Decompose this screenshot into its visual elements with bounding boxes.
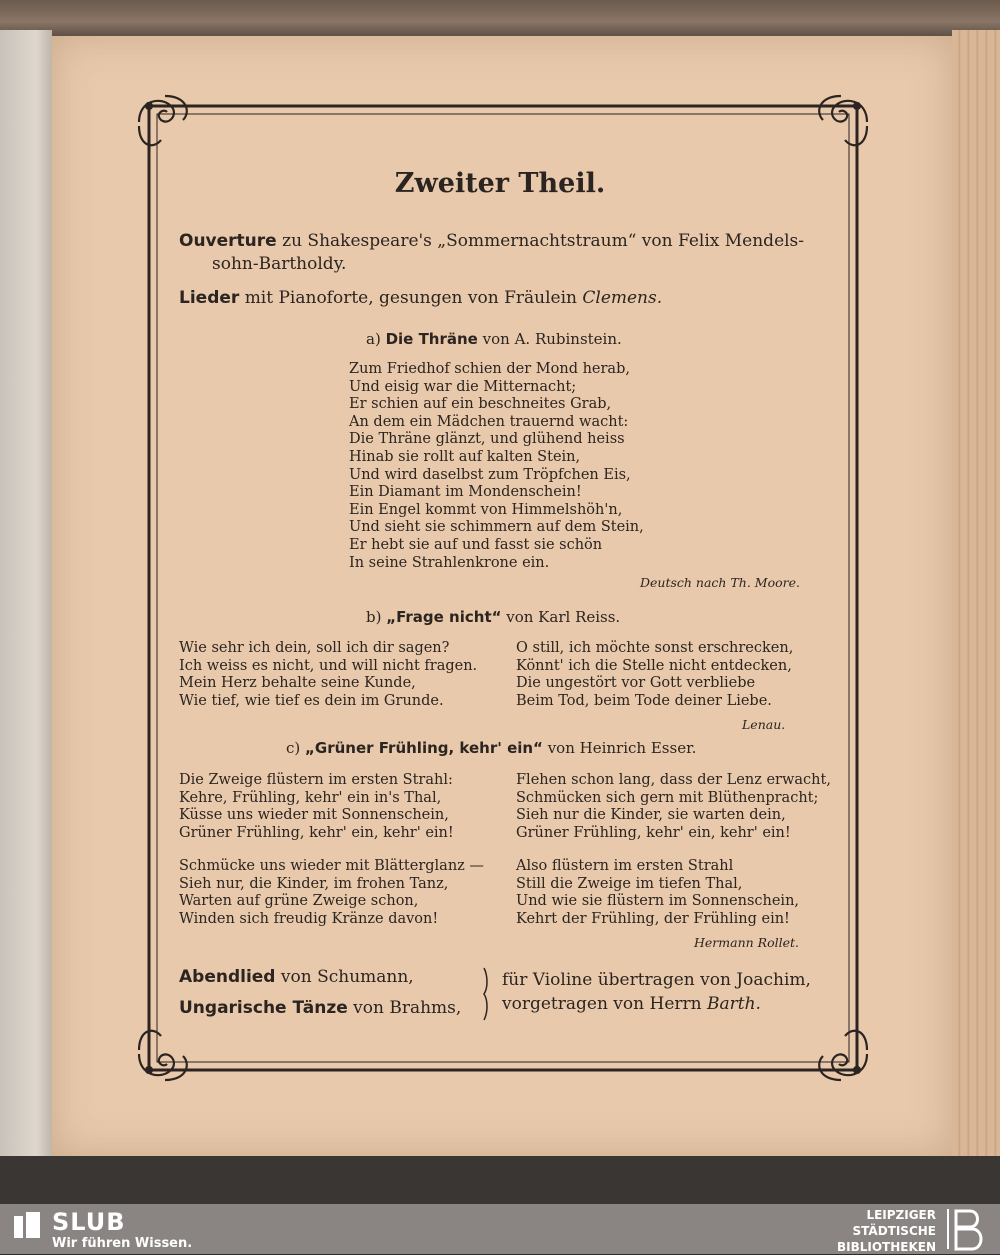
overture-label: Ouverture — [179, 231, 277, 251]
poem-line: Könnt' ich die Stelle nicht entdecken, — [516, 657, 792, 674]
poem-line: Winden sich freudig Kränze davon! — [179, 910, 439, 927]
song-a-title: Die Thräne — [385, 330, 478, 348]
lieder-text: mit Pianoforte, gesungen von Fräulein — [244, 288, 577, 308]
poem-line: Sieh nur, die Kinder, im frohen Tanz, — [179, 875, 449, 892]
poem-line: Grüner Frühling, kehr' ein, kehr' ein! — [179, 824, 454, 841]
song-c-composer: von Heinrich Esser. — [547, 739, 697, 757]
song-b-heading — [366, 608, 620, 626]
lsb-line: STÄDTISCHE — [852, 1224, 936, 1238]
poem-line: Beim Tod, beim Tode deiner Liebe. — [516, 692, 772, 709]
poem-line: Grüner Frühling, kehr' ein, kehr' ein! — [516, 824, 791, 841]
song-b-title: „Frage nicht“ — [386, 608, 502, 626]
abendlied-entry — [179, 967, 414, 987]
poem-line: Kehre, Frühling, kehr' ein in's Thal, — [179, 789, 442, 806]
song-b-letter: b) — [366, 608, 382, 626]
final-right-line-1: für Violine übertragen von Joachim, — [502, 970, 811, 990]
poem-line: An dem ein Mädchen trauernd wacht: — [349, 413, 629, 430]
poem-line: Ich weiss es nicht, und will nicht fragen. — [179, 657, 478, 674]
song-c-right-stanza-2 — [516, 858, 799, 928]
slub-slogan: Wir führen Wissen. — [52, 1236, 193, 1251]
poem-line: O still, ich möchte sonst erschrecken, — [516, 640, 794, 656]
lsb-text — [837, 1207, 936, 1255]
poem-line: In seine Strahlenkrone ein. — [349, 554, 550, 571]
poem-line: Ein Diamant im Mondenschein! — [349, 484, 582, 501]
overture-entry — [179, 231, 804, 251]
song-c-left-stanza-2 — [179, 858, 484, 928]
song-a-letter: a) — [366, 330, 381, 348]
overture-text: zu Shakespeare's „Sommernachtstraum“ von Felix Mendels- — [282, 231, 805, 251]
final-performer: Barth. — [706, 994, 761, 1014]
abendlied-label: Abendlied — [179, 967, 276, 987]
song-c-right-stanza-1 — [516, 772, 831, 842]
lsb-line: BIBLIOTHEKEN — [836, 1240, 936, 1254]
poem-line: Er schien auf ein beschneites Grab, — [349, 396, 612, 413]
song-b-composer: von Karl Reiss. — [506, 608, 621, 626]
poem-line: Und wird daselbst zum Tröpfchen Eis, — [349, 466, 631, 483]
song-c-left-stanza-1 — [179, 772, 454, 842]
poem-line: Und sieht sie schimmern auf dem Stein, — [349, 519, 644, 536]
page-title: Zweiter Theil. — [394, 168, 606, 199]
song-b-credit: Lenau. — [742, 717, 786, 732]
scan-bottom-edge — [0, 1156, 1000, 1204]
book-left-edge — [0, 30, 52, 1160]
poem-line: Die Thräne glänzt, und glühend heiss — [349, 431, 625, 448]
lsb-logo-icon — [946, 1207, 988, 1251]
brace-icon — [480, 966, 494, 1022]
song-c-heading — [286, 739, 696, 757]
slub-name: SLUB — [52, 1208, 126, 1236]
poem-line: Wie sehr ich dein, soll ich dir sagen? — [179, 640, 450, 656]
poem-line: Schmücken sich gern mit Blüthenpracht; — [516, 789, 819, 806]
ungarische-text: von Brahms, — [353, 998, 462, 1018]
lieder-entry — [179, 288, 662, 308]
poem-line: Und wie sie flüstern im Sonnenschein, — [516, 893, 800, 910]
song-a-poem — [349, 361, 644, 572]
song-a-credit: Deutsch nach Th. Moore. — [640, 575, 800, 590]
poem-line: Still die Zweige im tiefen Thal, — [516, 875, 743, 892]
lsb-line: LEIPZIGER — [866, 1208, 936, 1222]
poem-line: Zum Friedhof schien der Mond herab, — [349, 361, 630, 377]
poem-line: Die Zweige flüstern im ersten Strahl: — [179, 772, 453, 788]
poem-line: Kehrt der Frühling, der Frühling ein! — [516, 910, 790, 927]
poem-line: Warten auf grüne Zweige schon, — [179, 893, 419, 910]
poem-line: Also flüstern im ersten Strahl — [516, 858, 734, 874]
book-right-pages — [952, 30, 1000, 1160]
poem-line: Und eisig war die Mitternacht; — [349, 378, 577, 395]
poem-line: Küsse uns wieder mit Sonnenschein, — [179, 807, 449, 824]
poem-line: Die ungestört vor Gott verbliebe — [516, 675, 756, 692]
poem-line: Ein Engel kommt von Himmelshöh'n, — [349, 501, 623, 518]
lieder-singer: Clemens. — [582, 288, 663, 308]
ungarische-entry — [179, 998, 461, 1018]
overture-text-cont: sohn-Bartholdy. — [212, 254, 347, 274]
song-a-composer: von A. Rubinstein. — [482, 330, 622, 348]
abendlied-text: von Schumann, — [280, 967, 414, 987]
song-a-heading — [366, 330, 622, 348]
poem-line: Er hebt sie auf und fasst sie schön — [349, 536, 603, 553]
poem-line: Flehen schon lang, dass der Lenz erwacht, — [516, 772, 831, 788]
ungarische-label: Ungarische Tänze — [179, 998, 348, 1018]
poem-line: Mein Herz behalte seine Kunde, — [179, 675, 416, 692]
slub-logo-icon — [12, 1210, 42, 1240]
final-right-line-2 — [502, 994, 761, 1014]
song-c-credit: Hermann Rollet. — [694, 935, 799, 950]
book-top-edge — [0, 0, 1000, 36]
song-b-left-stanza — [179, 640, 477, 710]
poem-line: Schmücke uns wieder mit Blätterglanz — — [179, 858, 484, 874]
poem-line: Hinab sie rollt auf kalten Stein, — [349, 448, 581, 465]
poem-line: Wie tief, wie tief es dein im Grunde. — [179, 692, 444, 709]
song-c-letter: c) — [286, 739, 301, 757]
final-right-text: vorgetragen von Herrn — [502, 994, 702, 1014]
song-b-right-stanza — [516, 640, 793, 710]
song-c-title: „Grüner Frühling, kehr' ein“ — [305, 739, 543, 757]
corner-ornament-icon — [139, 96, 187, 145]
lieder-label: Lieder — [179, 288, 240, 308]
poem-line: Sieh nur die Kinder, sie warten dein, — [516, 807, 786, 824]
